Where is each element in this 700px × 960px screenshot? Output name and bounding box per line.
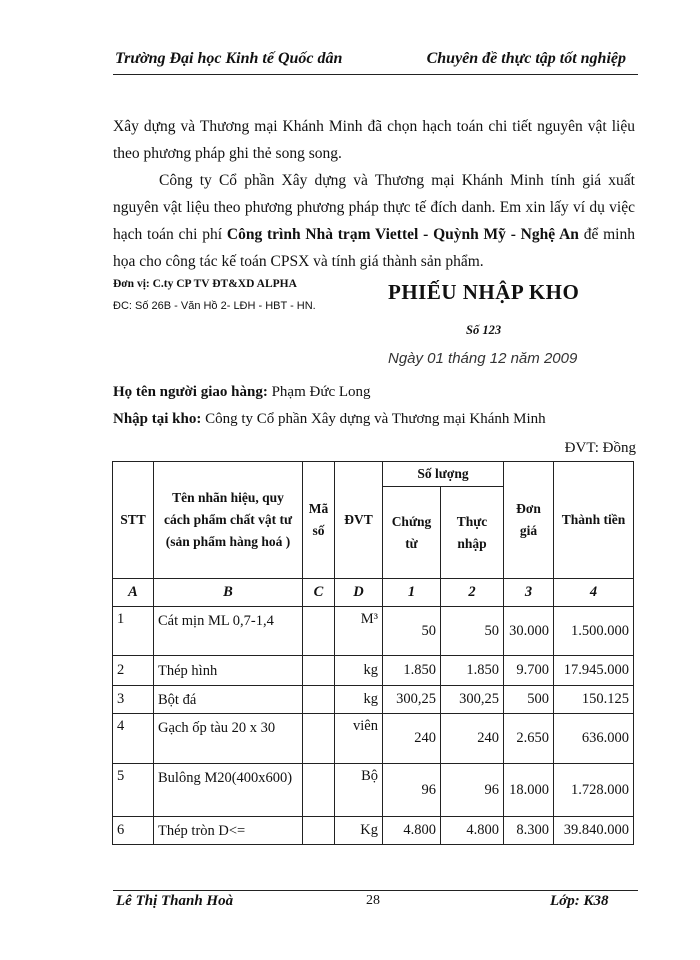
- header-code: Mã số: [303, 462, 335, 579]
- paragraph-2-end: để minh họa cho công tác kế toán CPSX và tính giá thành sản phẩm.: [113, 226, 635, 270]
- row-qty-actual: 240: [441, 714, 504, 764]
- col-letter: 2: [441, 579, 504, 607]
- row-qty-actual: 4.800: [441, 817, 504, 845]
- paragraph-1: Xây dựng và Thương mại Khánh Minh đã chọn hạch toán chi tiết nguyên vật liệu theo phương pháp ghi thẻ song song.: [113, 118, 635, 162]
- warehouse-line: [113, 411, 546, 428]
- row-unit: Kg: [335, 817, 383, 845]
- row-unit-price: 500: [504, 686, 554, 714]
- row-unit: kg: [335, 686, 383, 714]
- voucher-title: PHIẾU NHẬP KHO: [388, 280, 580, 304]
- row-code: [303, 607, 335, 656]
- row-unit-price: 18.000: [504, 764, 554, 817]
- table-row: [113, 656, 634, 686]
- row-code: [303, 686, 335, 714]
- header-amount: Thành tiền: [554, 462, 634, 579]
- col-letter: B: [154, 579, 303, 607]
- row-unit: kg: [335, 656, 383, 686]
- row-qty-actual: 300,25: [441, 686, 504, 714]
- row-qty-document: 50: [383, 607, 441, 656]
- row-item-name: Thép hình: [154, 656, 303, 686]
- col-letter: A: [113, 579, 154, 607]
- header-row-1: [113, 462, 634, 487]
- col-letter: D: [335, 579, 383, 607]
- row-item-name: Bulông M20(400x600): [154, 764, 303, 817]
- header-university: Trường Đại học Kinh tế Quốc dân: [115, 50, 343, 67]
- footer-divider: [113, 890, 638, 891]
- row-item-name: Bột đá: [154, 686, 303, 714]
- row-amount: 636.000: [554, 714, 634, 764]
- row-stt: 6: [113, 817, 154, 845]
- row-amount: 17.945.000: [554, 656, 634, 686]
- header-qty-document: Chứng từ: [383, 487, 441, 579]
- table-row: [113, 607, 634, 656]
- column-letter-row: [113, 579, 634, 607]
- row-stt: 4: [113, 714, 154, 764]
- row-qty-document: 300,25: [383, 686, 441, 714]
- warehouse-value: Công ty Cổ phần Xây dựng và Thương mại Khánh Minh: [205, 411, 546, 427]
- row-code: [303, 764, 335, 817]
- row-unit: Bộ: [335, 764, 383, 817]
- col-letter: 4: [554, 579, 634, 607]
- table-row: [113, 764, 634, 817]
- header-unit-price: Đơn giá: [504, 462, 554, 579]
- row-unit-price: 8.300: [504, 817, 554, 845]
- col-letter: 3: [504, 579, 554, 607]
- header-report-title: Chuyên đề thực tập tốt nghiệp: [426, 50, 626, 67]
- col-letter: 1: [383, 579, 441, 607]
- table-row: [113, 817, 634, 845]
- header-stt: STT: [113, 462, 154, 579]
- row-unit: M³: [335, 607, 383, 656]
- row-qty-actual: 1.850: [441, 656, 504, 686]
- table-row: [113, 714, 634, 764]
- row-stt: 5: [113, 764, 154, 817]
- voucher-date: Ngày 01 tháng 12 năm 2009: [388, 350, 578, 367]
- deliverer-value: Phạm Đức Long: [271, 384, 371, 400]
- header-qty-actual: Thực nhập: [441, 487, 504, 579]
- header-item-name: Tên nhãn hiệu, quy cách phẩm chất vật tư (sản phẩm hàng hoá ): [154, 462, 303, 579]
- row-code: [303, 817, 335, 845]
- row-item-name: Gạch ốp tàu 20 x 30: [154, 714, 303, 764]
- unit-note: ĐVT: Đồng: [564, 440, 636, 456]
- footer-author: Lê Thị Thanh Hoà: [116, 893, 234, 909]
- row-unit-price: 30.000: [504, 607, 554, 656]
- page-number: 28: [366, 893, 380, 908]
- row-qty-actual: 50: [441, 607, 504, 656]
- row-amount: 39.840.000: [554, 817, 634, 845]
- row-unit-price: 9.700: [504, 656, 554, 686]
- row-item-name: Cát mịn ML 0,7-1,4: [154, 607, 303, 656]
- header-unit: ĐVT: [335, 462, 383, 579]
- row-code: [303, 656, 335, 686]
- project-name: Công trình Nhà trạm Viettel - Quỳnh Mỹ - Nghệ An: [226, 226, 579, 243]
- deliverer-line: [113, 384, 371, 401]
- row-stt: 3: [113, 686, 154, 714]
- row-unit: viên: [335, 714, 383, 764]
- paragraph-2: [113, 167, 635, 275]
- row-item-name: Thép tròn D<=: [154, 817, 303, 845]
- org-name: Đơn vị: C.ty CP TV ĐT&XD ALPHA: [113, 278, 297, 290]
- row-code: [303, 714, 335, 764]
- row-qty-document: 4.800: [383, 817, 441, 845]
- org-address: ĐC: Số 26B - Văn Hồ 2- LĐH - HBT - HN.: [113, 300, 316, 312]
- col-letter: C: [303, 579, 335, 607]
- row-qty-document: 240: [383, 714, 441, 764]
- page-header: [113, 48, 638, 75]
- table-row: [113, 686, 634, 714]
- row-amount: 150.125: [554, 686, 634, 714]
- row-qty-document: 1.850: [383, 656, 441, 686]
- row-amount: 1.500.000: [554, 607, 634, 656]
- row-stt: 1: [113, 607, 154, 656]
- row-unit-price: 2.650: [504, 714, 554, 764]
- row-stt: 2: [113, 656, 154, 686]
- paragraph-2-text: Công ty Cổ phần Xây dựng và Thương mại Khánh Minh tính giá xuất nguyên vật liệu theo phương phương pháp thực tế đích danh. Em xin lấy ví dụ việc hạch toán chi phí: [113, 172, 635, 243]
- receipt-table: [112, 461, 634, 845]
- row-amount: 1.728.000: [554, 764, 634, 817]
- footer-class: Lớp: K38: [550, 893, 609, 909]
- deliverer-label: Họ tên người giao hàng:: [113, 384, 268, 400]
- warehouse-label: Nhập tại kho:: [113, 411, 202, 427]
- header-quantity: Số lượng: [383, 462, 504, 487]
- voucher-number: Số 123: [466, 323, 502, 337]
- row-qty-document: 96: [383, 764, 441, 817]
- row-qty-actual: 96: [441, 764, 504, 817]
